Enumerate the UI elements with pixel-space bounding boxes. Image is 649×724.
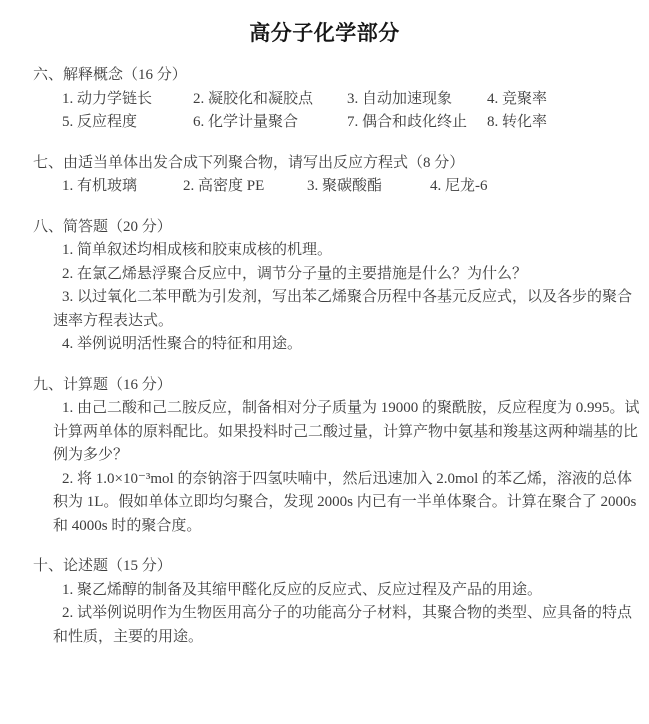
question-item: 1. 简单叙述均相成核和胶束成核的机理。: [62, 242, 333, 258]
page-title: 高分子化学部分: [249, 21, 400, 45]
section-heading: 八、简答题（20 分）: [33, 218, 172, 235]
polymer-item: 2. 高密度 PE: [183, 178, 265, 194]
section-heading: 六、解释概念（16 分）: [33, 67, 187, 83]
section-calculation: [33, 374, 641, 539]
section-short-answer: [33, 216, 641, 357]
question-item: 1. 聚乙烯醇的制备及其缩甲醛化反应的反应式、反应过程及产品的用途。: [62, 581, 543, 598]
question-item: 2. 在氯乙烯悬浮聚合反应中，调节分子量的主要措施是什么？为什么？: [62, 265, 528, 282]
polymer-item: 3. 聚碳酸酯: [307, 178, 383, 194]
polymer-item: 4. 尼龙-6: [430, 178, 488, 194]
question-item: 2. 试举例说明作为生物医用高分子的功能高分子材料，其聚合物的类型、应具备的特点和性质，主要的用途。: [53, 605, 633, 645]
question-item: 1. 由己二酸和己二胺反应，制备相对分子质量为 19000 的聚酰胺，反应程度为 0.995。试计算两单体的原料配比。如果投料时己二酸过量，计算产物中氨基和羧基这两种端基的比例为多少？: [53, 400, 640, 463]
concept-item: 4. 竞聚率: [487, 90, 548, 107]
section-essay: [33, 555, 641, 649]
section-heading: 九、计算题（16 分）: [33, 376, 172, 393]
question-item: 2. 将 1.0×10⁻³mol 的奈钠溶于四氢呋喃中，然后迅速加入 2.0mol 的苯乙烯，溶液的总体积为 1L。假如单体立即均匀聚合，发现 2000s 内已有一半单体聚合。计算在聚合了 2000s 和 4000s 时的聚合度。: [53, 470, 637, 534]
section-explain-concepts: [33, 64, 641, 135]
concept-row-2: [62, 111, 641, 135]
concept-item: 1. 动力学链长: [62, 90, 153, 107]
concept-item: 5. 反应程度: [62, 114, 138, 130]
concept-item: 2. 凝胶化和凝胶点: [193, 90, 314, 107]
concept-item: 8. 转化率: [487, 114, 548, 130]
question-item: 3. 以过氧化二苯甲酰为引发剂，写出苯乙烯聚合历程中各基元反应式，以及各步的聚合速率方程表达式。: [53, 289, 633, 329]
section-heading: 十、论述题（15 分）: [33, 558, 172, 574]
concept-item: 7. 偶合和歧化终止: [347, 114, 468, 130]
concept-item: 6. 化学计量聚合: [193, 114, 299, 130]
polymer-item: 1. 有机玻璃: [62, 178, 138, 194]
concept-item: 3. 自动加速现象: [347, 90, 453, 107]
section-heading: 七、由适当单体出发合成下列聚合物，请写出反应方程式（8 分）: [33, 154, 465, 171]
question-item: 4. 举例说明活性聚合的特征和用途。: [62, 336, 303, 352]
section-synthesis-equations: [33, 152, 641, 199]
concept-row-1: [62, 88, 641, 112]
polymer-row: [62, 175, 641, 199]
